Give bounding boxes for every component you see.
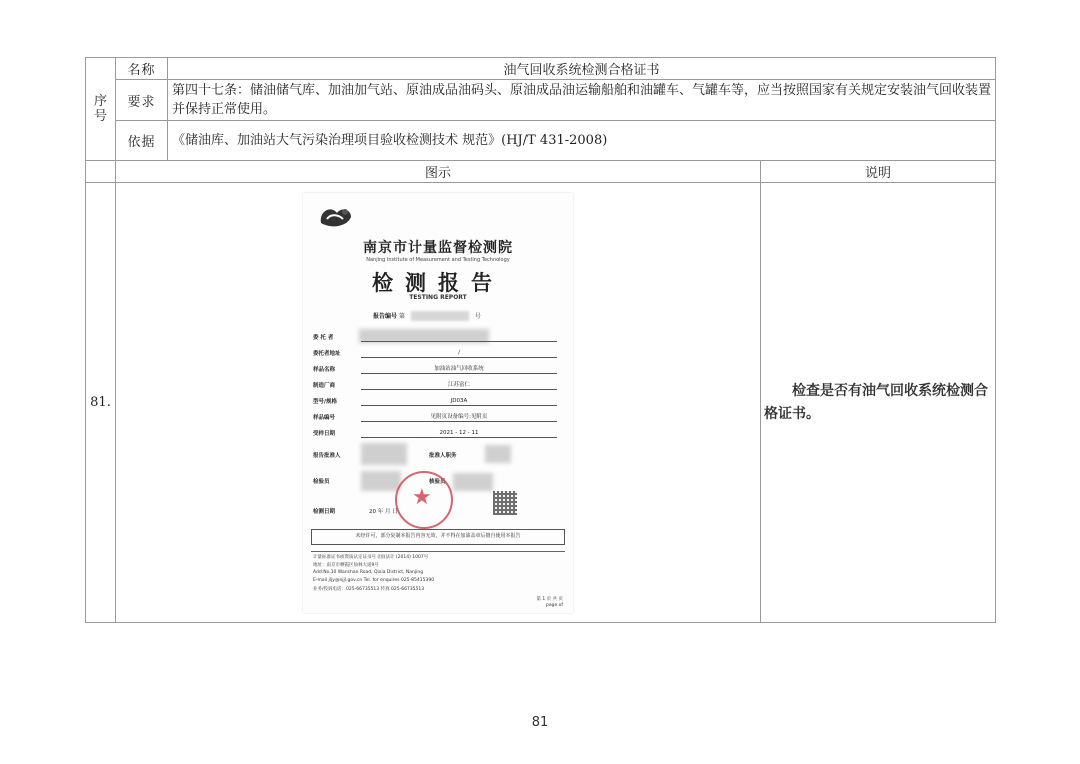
report-field-label: 型号/规格 [313, 398, 338, 405]
report-field-value: 2021 - 12 - 11 [361, 429, 557, 438]
footer-page-en: page of [545, 602, 563, 608]
report-number-line [373, 311, 481, 322]
redacted-report-number [411, 311, 469, 321]
footer-divider [311, 551, 565, 552]
report-field-row [313, 347, 563, 361]
row-seq-number: 81. [86, 183, 116, 623]
approver-row [313, 449, 563, 463]
report-field-value: 加油站油气回收系统 [361, 365, 557, 374]
report-number-prefix: 第 [398, 312, 405, 320]
report-notice: 未经许可，部分复制本报告内容无效，并不得在加油盖章后擅自使用本报告 [311, 529, 565, 545]
name-value: 油气回收系统检测合格证书 [168, 58, 996, 80]
redacted-approver [361, 443, 407, 465]
report-field-row [313, 395, 563, 409]
report-institute-name: 南京市计量监督检测院 [363, 239, 513, 256]
footer-line: Add:No.10 Wanshan Road, Qixia District, Nanjing [313, 569, 424, 575]
note-column-header: 说明 [761, 161, 996, 183]
footer-line: 计量标准证书或资质认定证书号 (国)法计 (2014) 1007号 [313, 554, 429, 560]
requirement-label: 要求 [116, 80, 168, 121]
report-field-row [313, 331, 563, 345]
testing-report-image [303, 193, 573, 613]
footer-line: E-mail jljy@njjl.gov.cn Tel. for enquires 025-85415390 [313, 577, 435, 583]
row-note: 检查是否有油气回收系统检测合格证书。 [764, 382, 988, 422]
position-label: 批准人职务 [429, 452, 457, 459]
figure-cell [116, 183, 761, 623]
report-field-row [313, 427, 563, 441]
note-cell [761, 183, 996, 623]
footer-line: 地址：南京市栖霞区仙林大道9号 [313, 562, 379, 568]
name-label: 名称 [116, 58, 168, 80]
report-field-row [313, 379, 563, 393]
official-seal [395, 471, 453, 529]
report-field-label: 样品名称 [313, 366, 336, 373]
inspection-table [85, 57, 996, 623]
redacted-tester [361, 471, 401, 491]
report-number-label: 报告编号 [373, 312, 398, 320]
report-field-label: 委托者地址 [313, 350, 341, 357]
tester-label: 检验员 [313, 478, 330, 485]
redacted-checker [453, 473, 493, 491]
report-number-suffix: 号 [474, 312, 481, 320]
seq-header-cell [86, 58, 116, 161]
report-field-label: 样品编号 [313, 414, 336, 421]
seq-header-label: 序号 [93, 94, 107, 124]
report-field-value: / [361, 349, 557, 358]
report-field-row [313, 411, 563, 425]
table-row [86, 183, 996, 623]
basis-label: 依据 [116, 121, 168, 161]
footer-page: 第 1 页 共 页 [536, 596, 563, 602]
test-date-value: 20 年 月 日 [369, 508, 398, 515]
report-field-label: 受样日期 [313, 430, 336, 437]
checker-label: 核验员 [429, 478, 446, 485]
test-date-label: 检测日期 [313, 508, 336, 515]
requirement-value: 第四十七条：储油储气库、加油加气站、原油成品油码头、原油成品油运输船舶和油罐车、气罐车等，应当按照国家有关规定安装油气回收装置并保持正常使用。 [168, 80, 996, 121]
requirement-row [86, 80, 996, 121]
basis-value: 《储油库、加油站大气污染治理项目验收检测技术 规范》(HJ/T 431-2008) [168, 121, 996, 161]
name-row [86, 58, 996, 80]
report-field-value: JD03A [361, 397, 557, 406]
blank-header-cell [86, 161, 116, 183]
column-header-row [86, 161, 996, 183]
page-number: 81 [531, 715, 549, 730]
report-field-label: 制造厂商 [313, 382, 336, 389]
institute-logo-icon [317, 203, 355, 231]
basis-row [86, 121, 996, 161]
approver-label: 报告批准人 [313, 452, 341, 459]
figure-column-header: 图示 [116, 161, 761, 183]
document-table-sheet [85, 57, 995, 623]
report-institute-name-en: Nanjing Institute of Measurement and Testing Technology [366, 256, 510, 263]
report-field-label: 委 托 者 [313, 334, 334, 341]
test-date-row [313, 505, 563, 519]
report-title-en: TESTING REPORT [409, 293, 467, 301]
report-field-value: 见附页设备编号:见附页 [361, 413, 557, 422]
footer-line: 业务/投诉电话：025-66735513 传真 025-66735513 [313, 586, 425, 592]
report-field-value: 江苏富仁 [361, 381, 557, 390]
redacted-position [485, 445, 511, 463]
report-field-value [361, 333, 557, 342]
report-title: 检测报告 [372, 269, 504, 295]
report-field-row [313, 363, 563, 377]
